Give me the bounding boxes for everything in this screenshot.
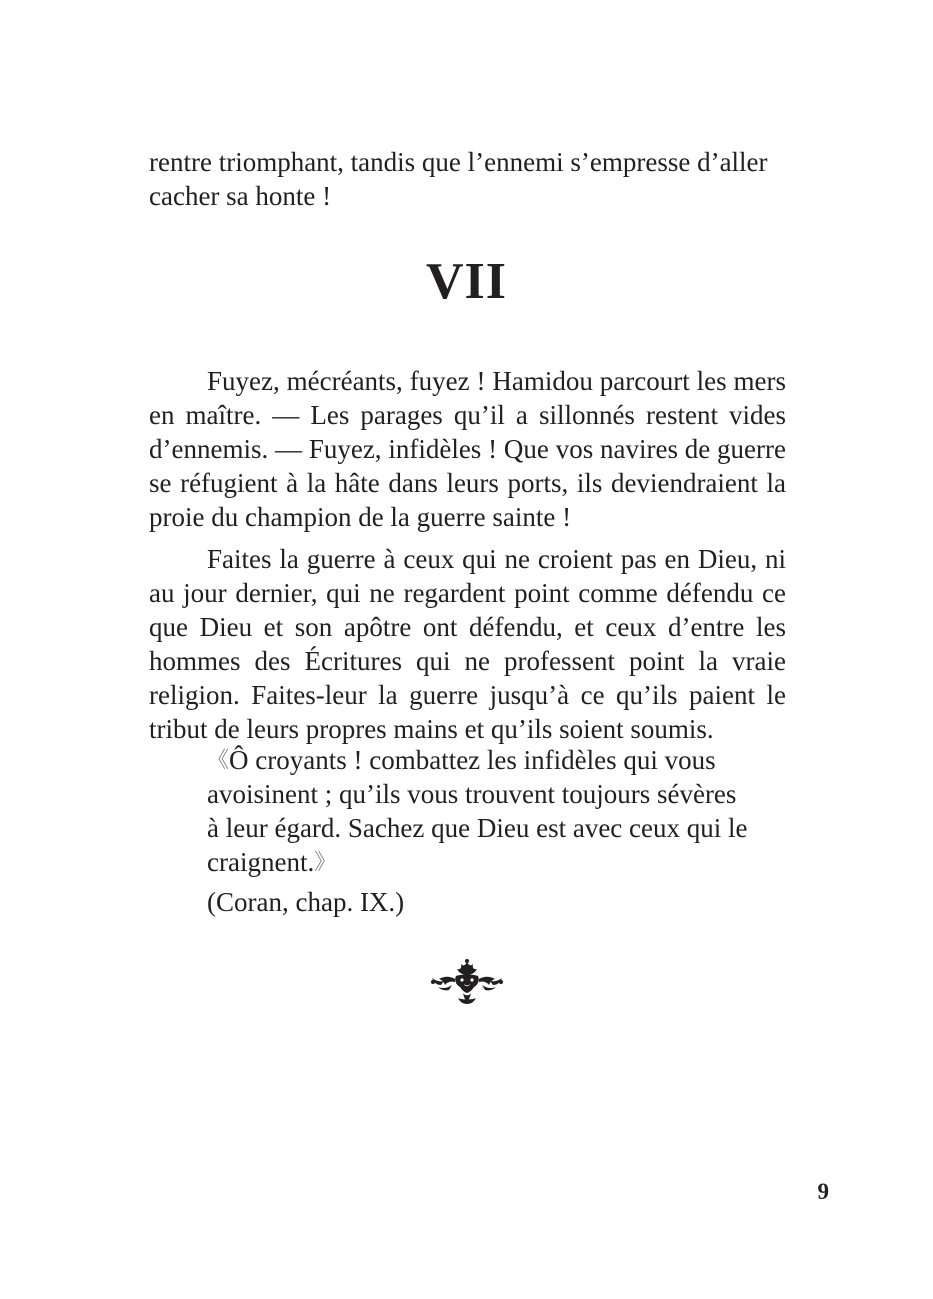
quotation-text: Ô croyants ! combattez les infidèles qui vous avoisinent ; qu’ils vous trouvent toujours sévères à leur égard. Sachez que Dieu est avec ceux qui le craignent. [207, 745, 748, 877]
open-guillemet-icon: 《 [207, 747, 230, 772]
continuation-paragraph [149, 145, 786, 213]
close-guillemet-icon: 》 [314, 849, 337, 874]
body-paragraph-2: Faites la guerre à ceux qui ne croient pas en Dieu, ni au jour dernier, qui ne regardent point comme défendu ce que Dieu et son apôtre ont défendu, et ceux d’entre les hommes des Écritures qui ne professent point la vraie religion. Faites-leur la guerre jusqu’à ce qu’ils paient le tribut de leurs propres mains et qu’ils soient soumis. [149, 544, 786, 744]
chapter-body [149, 364, 786, 746]
quotation-source: (Coran, chap. IX.) [207, 887, 405, 917]
body-paragraph-1: Fuyez, mécréants, fuyez ! Hamidou parcourt les mers en maître. — Les parages qu’il a sillonnés restent vides d’ennemis. — Fuyez, infidèles ! Que vos navires de guerre se réfugient à la hâte dans leurs ports, ils deviendraient la proie du champion de la guerre sainte ! [149, 366, 786, 532]
continuation-text: rentre triomphant, tandis que l’ennemi s’empresse d’aller cacher sa honte ! [149, 147, 768, 211]
koran-quotation [207, 743, 755, 919]
chapter-title: VII [425, 253, 508, 310]
fleuron-ornament-icon [428, 958, 506, 1006]
page-number: 9 [817, 1179, 829, 1204]
quotation-paragraph [207, 743, 755, 879]
